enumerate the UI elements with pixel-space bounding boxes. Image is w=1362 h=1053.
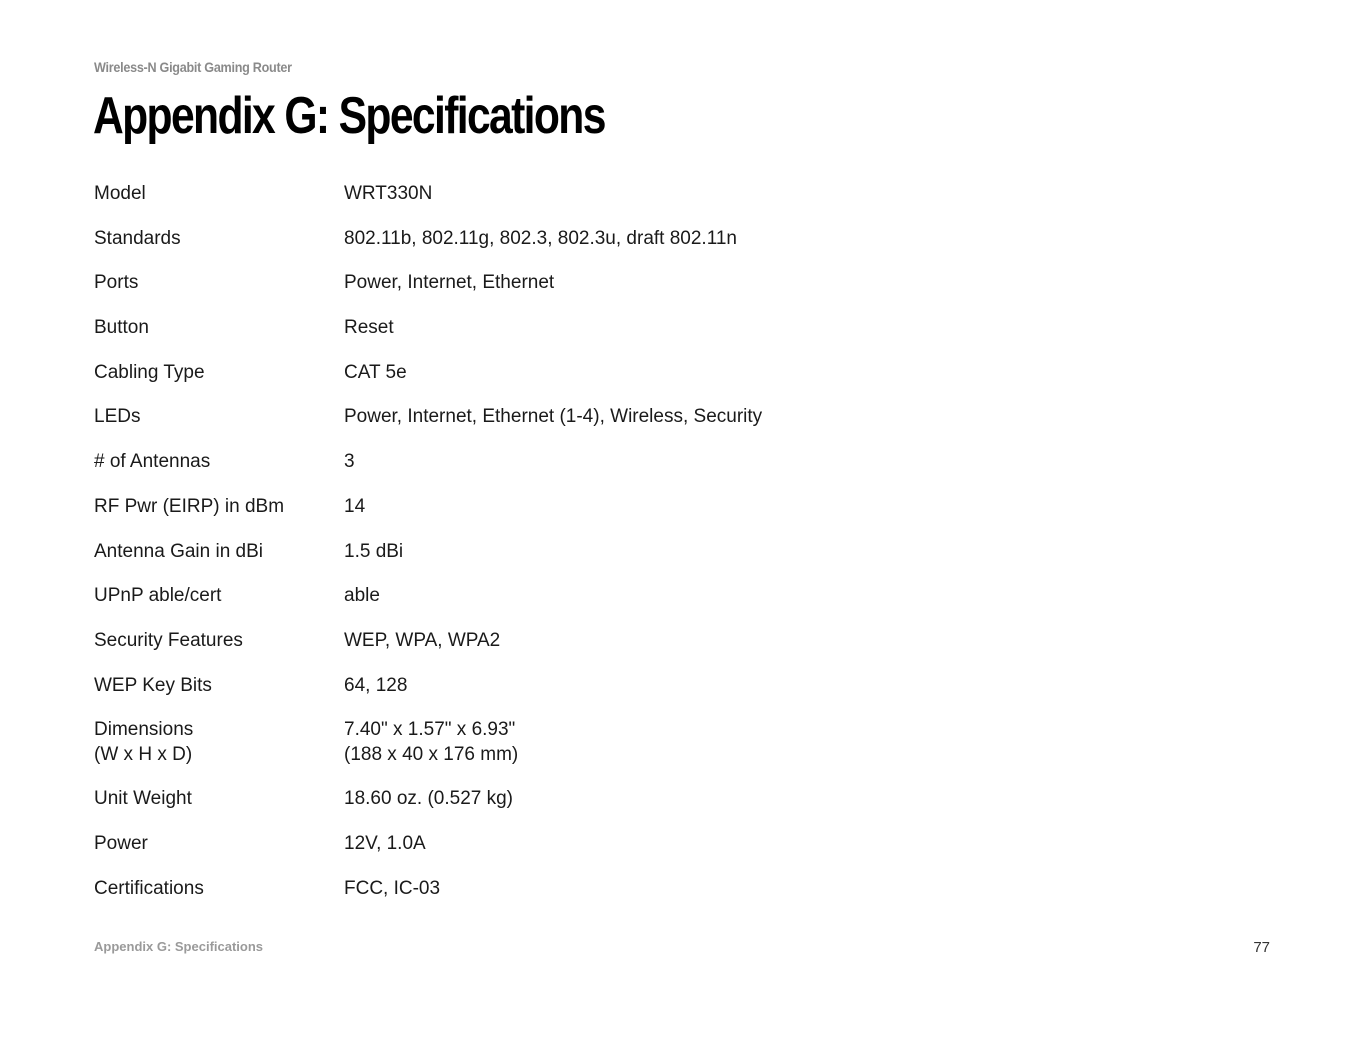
spec-value: 14 [344,495,366,517]
spec-label: Button [94,317,149,339]
spec-row-model [94,181,854,226]
spec-row-upnp [94,583,854,628]
page-number: 77 [1253,939,1270,956]
spec-value: 3 [344,451,355,473]
spec-row-antennas [94,449,854,494]
spec-row-antenna-gain [94,539,854,584]
spec-label: Cabling Type [94,361,205,383]
spec-label: LEDs [94,406,141,428]
spec-value: 12V, 1.0A [344,832,426,854]
spec-row-security-features [94,628,854,673]
spec-row-dimensions [94,717,854,786]
spec-value: Reset [344,317,394,339]
spec-value: 18.60 oz. (0.527 kg) [344,788,513,810]
spec-value: 64, 128 [344,674,408,696]
spec-row-ports [94,270,854,315]
spec-row-rf-power [94,494,854,539]
spec-row-button [94,315,854,360]
spec-row-wep-key-bits [94,673,854,718]
footer-section-title: Appendix G: Specifications [94,939,264,954]
spec-label: Model [94,183,146,204]
spec-row-certifications [94,876,854,921]
spec-label: UPnP able/cert [94,585,222,607]
spec-row-power [94,831,854,876]
spec-value: CAT 5e [344,361,407,383]
spec-label: Dimensions (W x H x D) [94,719,194,766]
spec-label: Power [94,832,148,854]
spec-row-cabling-type [94,360,854,405]
spec-value: able [344,585,380,607]
spec-table [94,181,854,920]
spec-value: FCC, IC-03 [344,877,441,899]
spec-value: 7.40" x 1.57" x 6.93" (188 x 40 x 176 mm) [344,719,519,766]
spec-label: WEP Key Bits [94,674,212,696]
spec-label: Standards [94,227,181,249]
spec-label: RF Pwr (EIRP) in dBm [94,495,285,517]
spec-value: 802.11b, 802.11g, 802.3, 802.3u, draft 802.11n [344,227,737,249]
spec-value: Power, Internet, Ethernet [344,272,555,294]
running-header: Wireless-N Gigabit Gaming Router [94,59,292,75]
spec-label: Ports [94,272,139,294]
spec-value: WEP, WPA, WPA2 [344,629,501,651]
spec-row-unit-weight [94,786,854,831]
page-title: Appendix G: Specifications [93,87,605,145]
spec-row-leds [94,404,854,449]
spec-value: WRT330N [344,183,433,204]
spec-value: 1.5 dBi [344,540,404,562]
spec-label: Antenna Gain in dBi [94,540,264,562]
spec-label: Certifications [94,877,204,899]
spec-label: Security Features [94,629,243,651]
spec-row-standards [94,226,854,271]
spec-label: Unit Weight [94,788,192,810]
spec-label: # of Antennas [94,451,211,473]
spec-value: Power, Internet, Ethernet (1-4), Wireless, Security [344,406,763,428]
